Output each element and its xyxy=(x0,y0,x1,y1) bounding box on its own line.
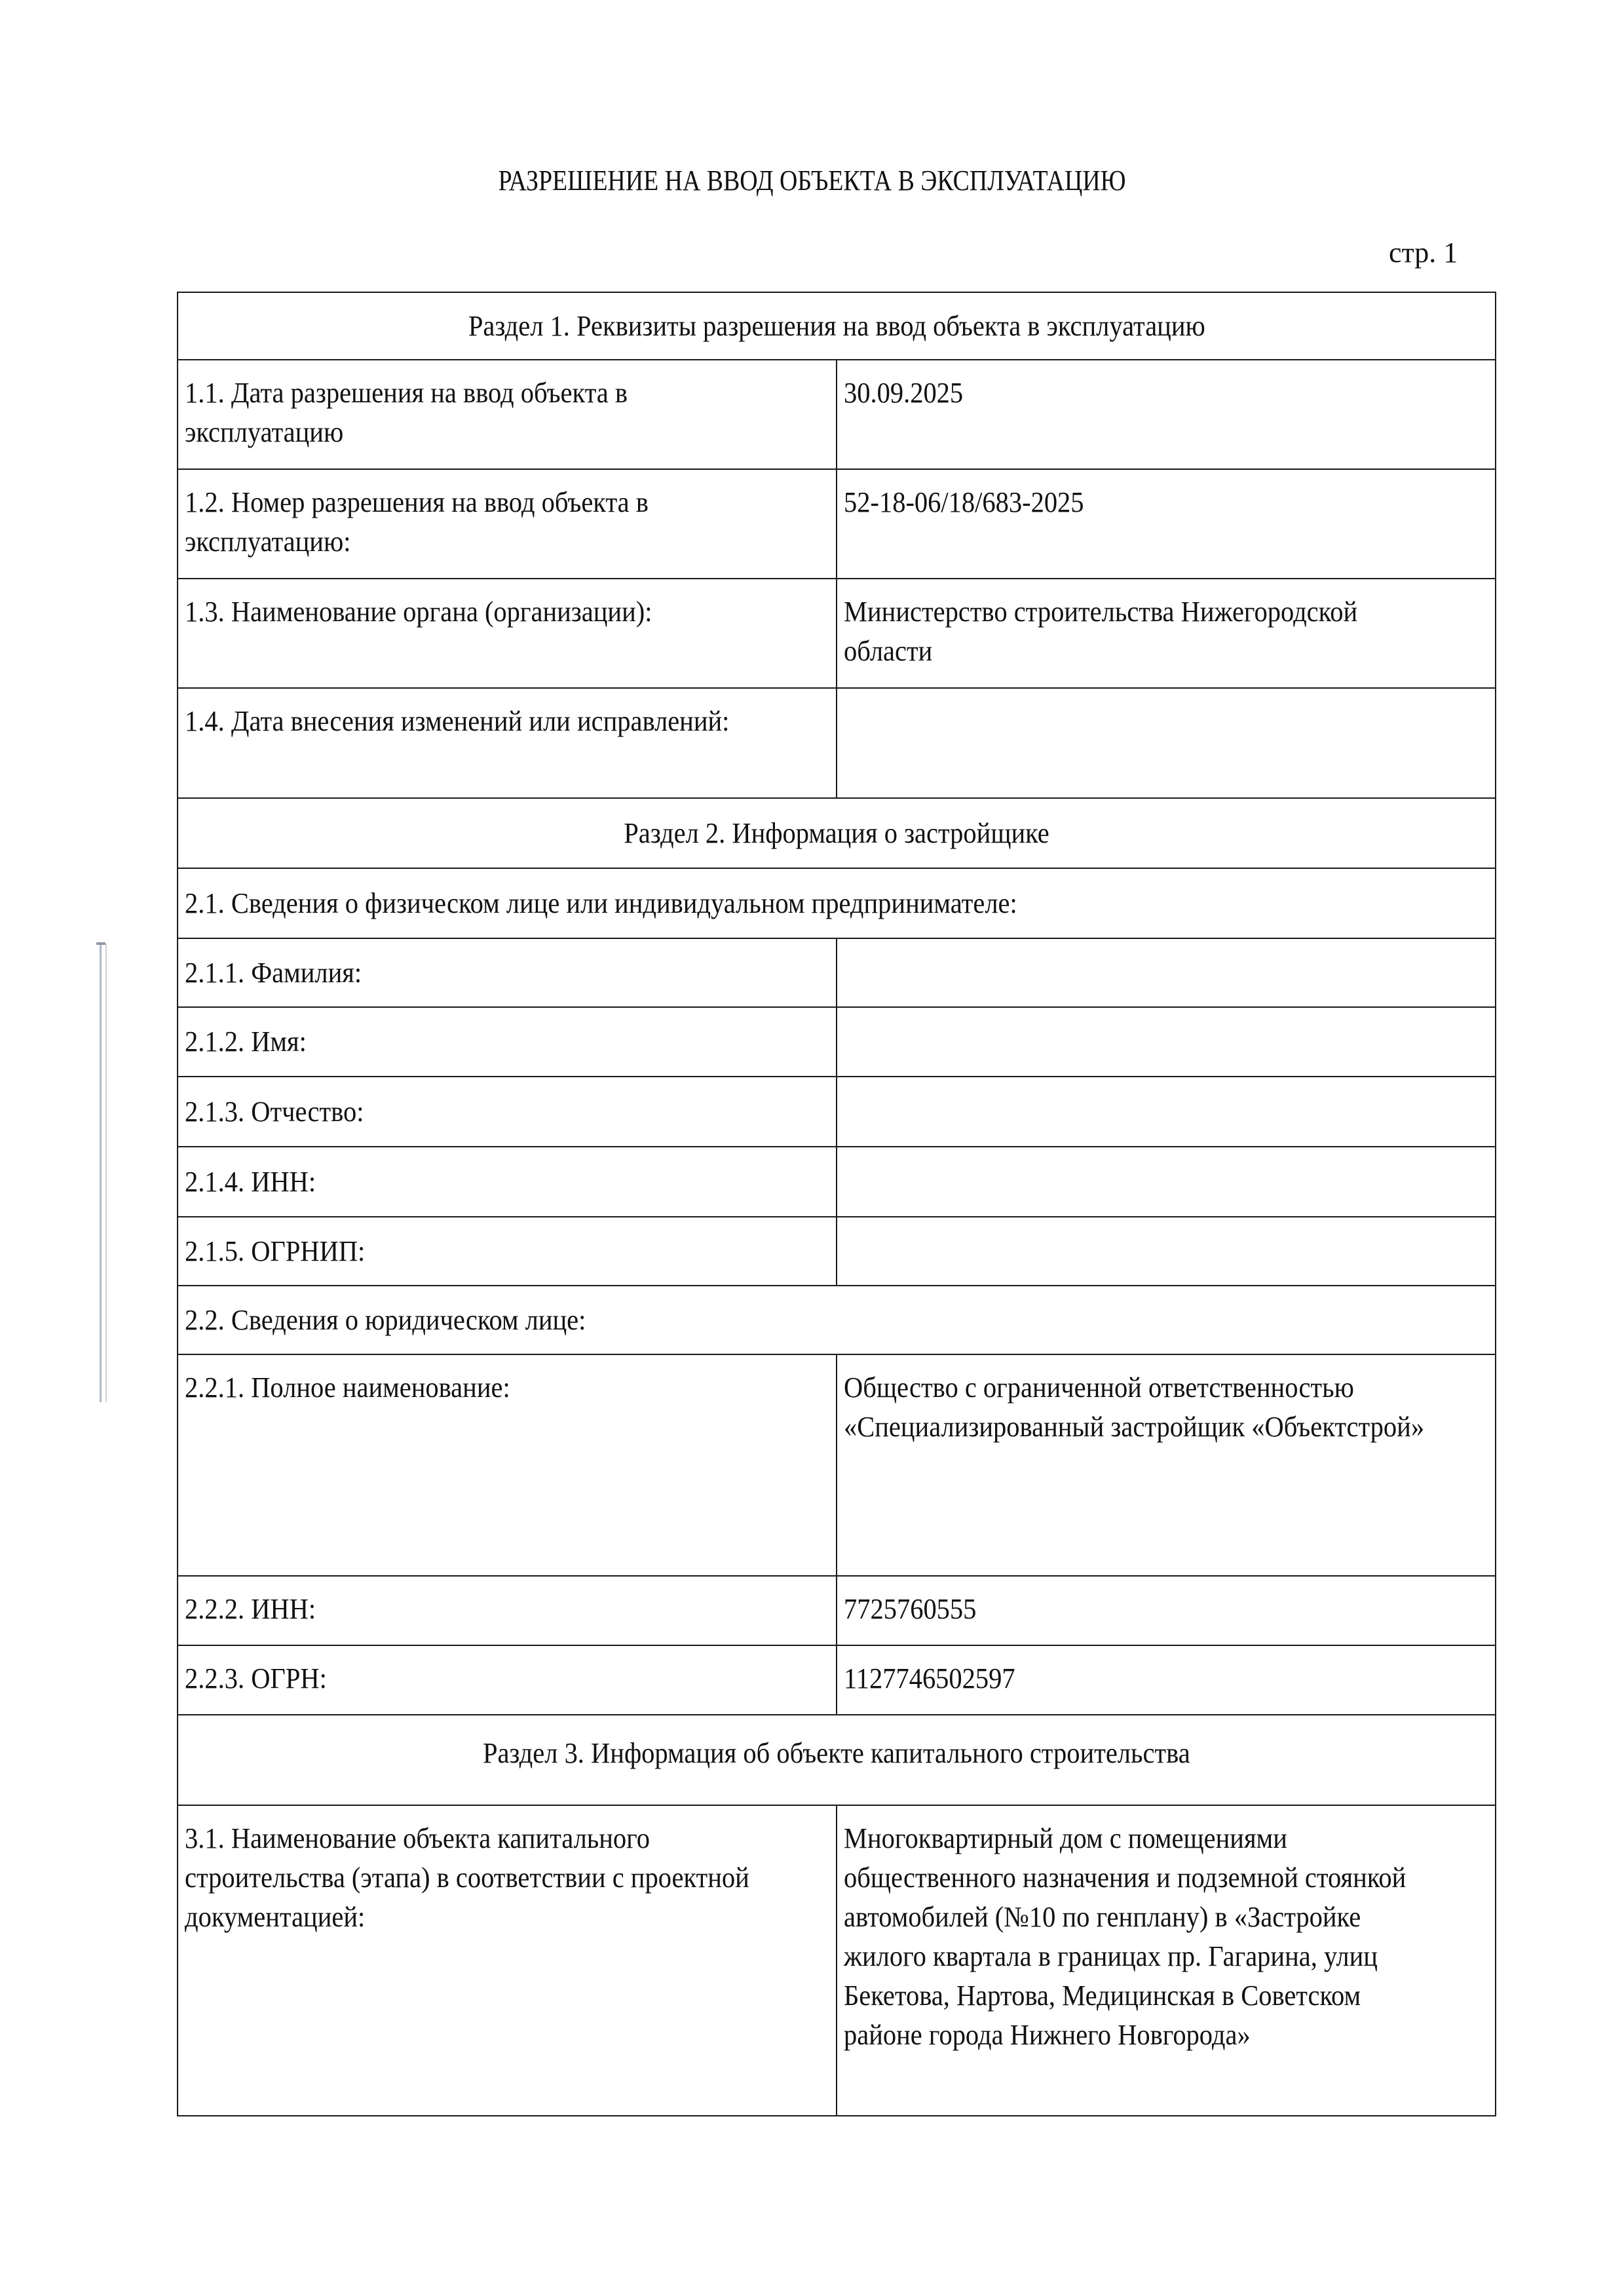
field-value-patronymic xyxy=(837,1077,1496,1147)
table-row xyxy=(178,1354,1496,1576)
field-value-surname xyxy=(837,938,1496,1007)
table-row xyxy=(178,1805,1496,2116)
field-value-object-name: Многоквартирный дом с помещениями общественного назначения и подземной стоянкой автомобилей (№10 по генплану) в «Застройке жилого квартала в границах пр. Гагарина, улиц Бекетова, Нартова, Медицинская в Советском районе города Нижнего Новгорода» xyxy=(837,1805,1496,2116)
table-row xyxy=(178,938,1496,1007)
field-label-surname: 2.1.1. Фамилия: xyxy=(178,938,837,1007)
table-row xyxy=(178,1077,1496,1147)
table-row xyxy=(178,360,1496,469)
staple-binding-mark xyxy=(100,944,107,1402)
section-1-header-row xyxy=(178,292,1496,360)
field-value-ogrn: 1127746502597 xyxy=(837,1645,1496,1715)
table-row xyxy=(178,579,1496,688)
section-1-header: Раздел 1. Реквизиты разрешения на ввод объекта в эксплуатацию xyxy=(178,292,1496,360)
field-label-ogrn: 2.2.3. ОГРН: xyxy=(178,1645,837,1715)
table-row xyxy=(178,1645,1496,1715)
section-2-header: Раздел 2. Информация о застройщике xyxy=(178,798,1496,868)
field-value-amendment-date xyxy=(837,688,1496,798)
subsection-row xyxy=(178,868,1496,938)
field-label-amendment-date: 1.4. Дата внесения изменений или исправлений: xyxy=(178,688,837,798)
field-value-first-name xyxy=(837,1007,1496,1077)
individual-info-header: 2.1. Сведения о физическом лице или индивидуальном предпринимателе: xyxy=(178,868,1496,938)
field-label-individual-inn: 2.1.4. ИНН: xyxy=(178,1147,837,1217)
page-number: стр. 1 xyxy=(1389,237,1458,269)
field-label-issuing-authority: 1.3. Наименование органа (организации): xyxy=(178,579,837,688)
legal-entity-info-header: 2.2. Сведения о юридическом лице: xyxy=(178,1286,1496,1354)
field-value-permit-number: 52-18-06/18/683-2025 xyxy=(837,469,1496,579)
table-row xyxy=(178,469,1496,579)
field-value-individual-inn xyxy=(837,1147,1496,1217)
table-row xyxy=(178,1147,1496,1217)
field-value-issuing-authority: Министерство строительства Нижегородской области xyxy=(837,579,1496,688)
table-row xyxy=(178,1007,1496,1077)
table-row xyxy=(178,1217,1496,1286)
permit-table xyxy=(177,292,1496,2116)
field-label-full-name: 2.2.1. Полное наименование: xyxy=(178,1354,837,1576)
field-label-patronymic: 2.1.3. Отчество: xyxy=(178,1077,837,1147)
document-title: РАЗРЕШЕНИЕ НА ВВОД ОБЪЕКТА В ЭКСПЛУАТАЦИЮ xyxy=(498,164,1126,197)
section-3-header: Раздел 3. Информация об объекте капитального строительства xyxy=(178,1715,1496,1805)
field-value-permit-date: 30.09.2025 xyxy=(837,360,1496,469)
field-label-ogrnip: 2.1.5. ОГРНИП: xyxy=(178,1217,837,1286)
field-label-legal-inn: 2.2.2. ИНН: xyxy=(178,1576,837,1645)
table-row xyxy=(178,688,1496,798)
field-label-permit-number: 1.2. Номер разрешения на ввод объекта в эксплуатацию: xyxy=(178,469,837,579)
field-label-first-name: 2.1.2. Имя: xyxy=(178,1007,837,1077)
field-value-ogrnip xyxy=(837,1217,1496,1286)
table-row xyxy=(178,1576,1496,1645)
section-2-header-row xyxy=(178,798,1496,868)
field-label-permit-date: 1.1. Дата разрешения на ввод объекта в эксплуатацию xyxy=(178,360,837,469)
subsection-row xyxy=(178,1286,1496,1354)
field-value-full-name: Общество с ограниченной ответственностью «Специализированный застройщик «Объектстрой» xyxy=(837,1354,1496,1576)
field-value-legal-inn: 7725760555 xyxy=(837,1576,1496,1645)
field-label-object-name: 3.1. Наименование объекта капитального строительства (этапа) в соответствии с проектной документацией: xyxy=(178,1805,837,2116)
section-3-header-row xyxy=(178,1715,1496,1805)
